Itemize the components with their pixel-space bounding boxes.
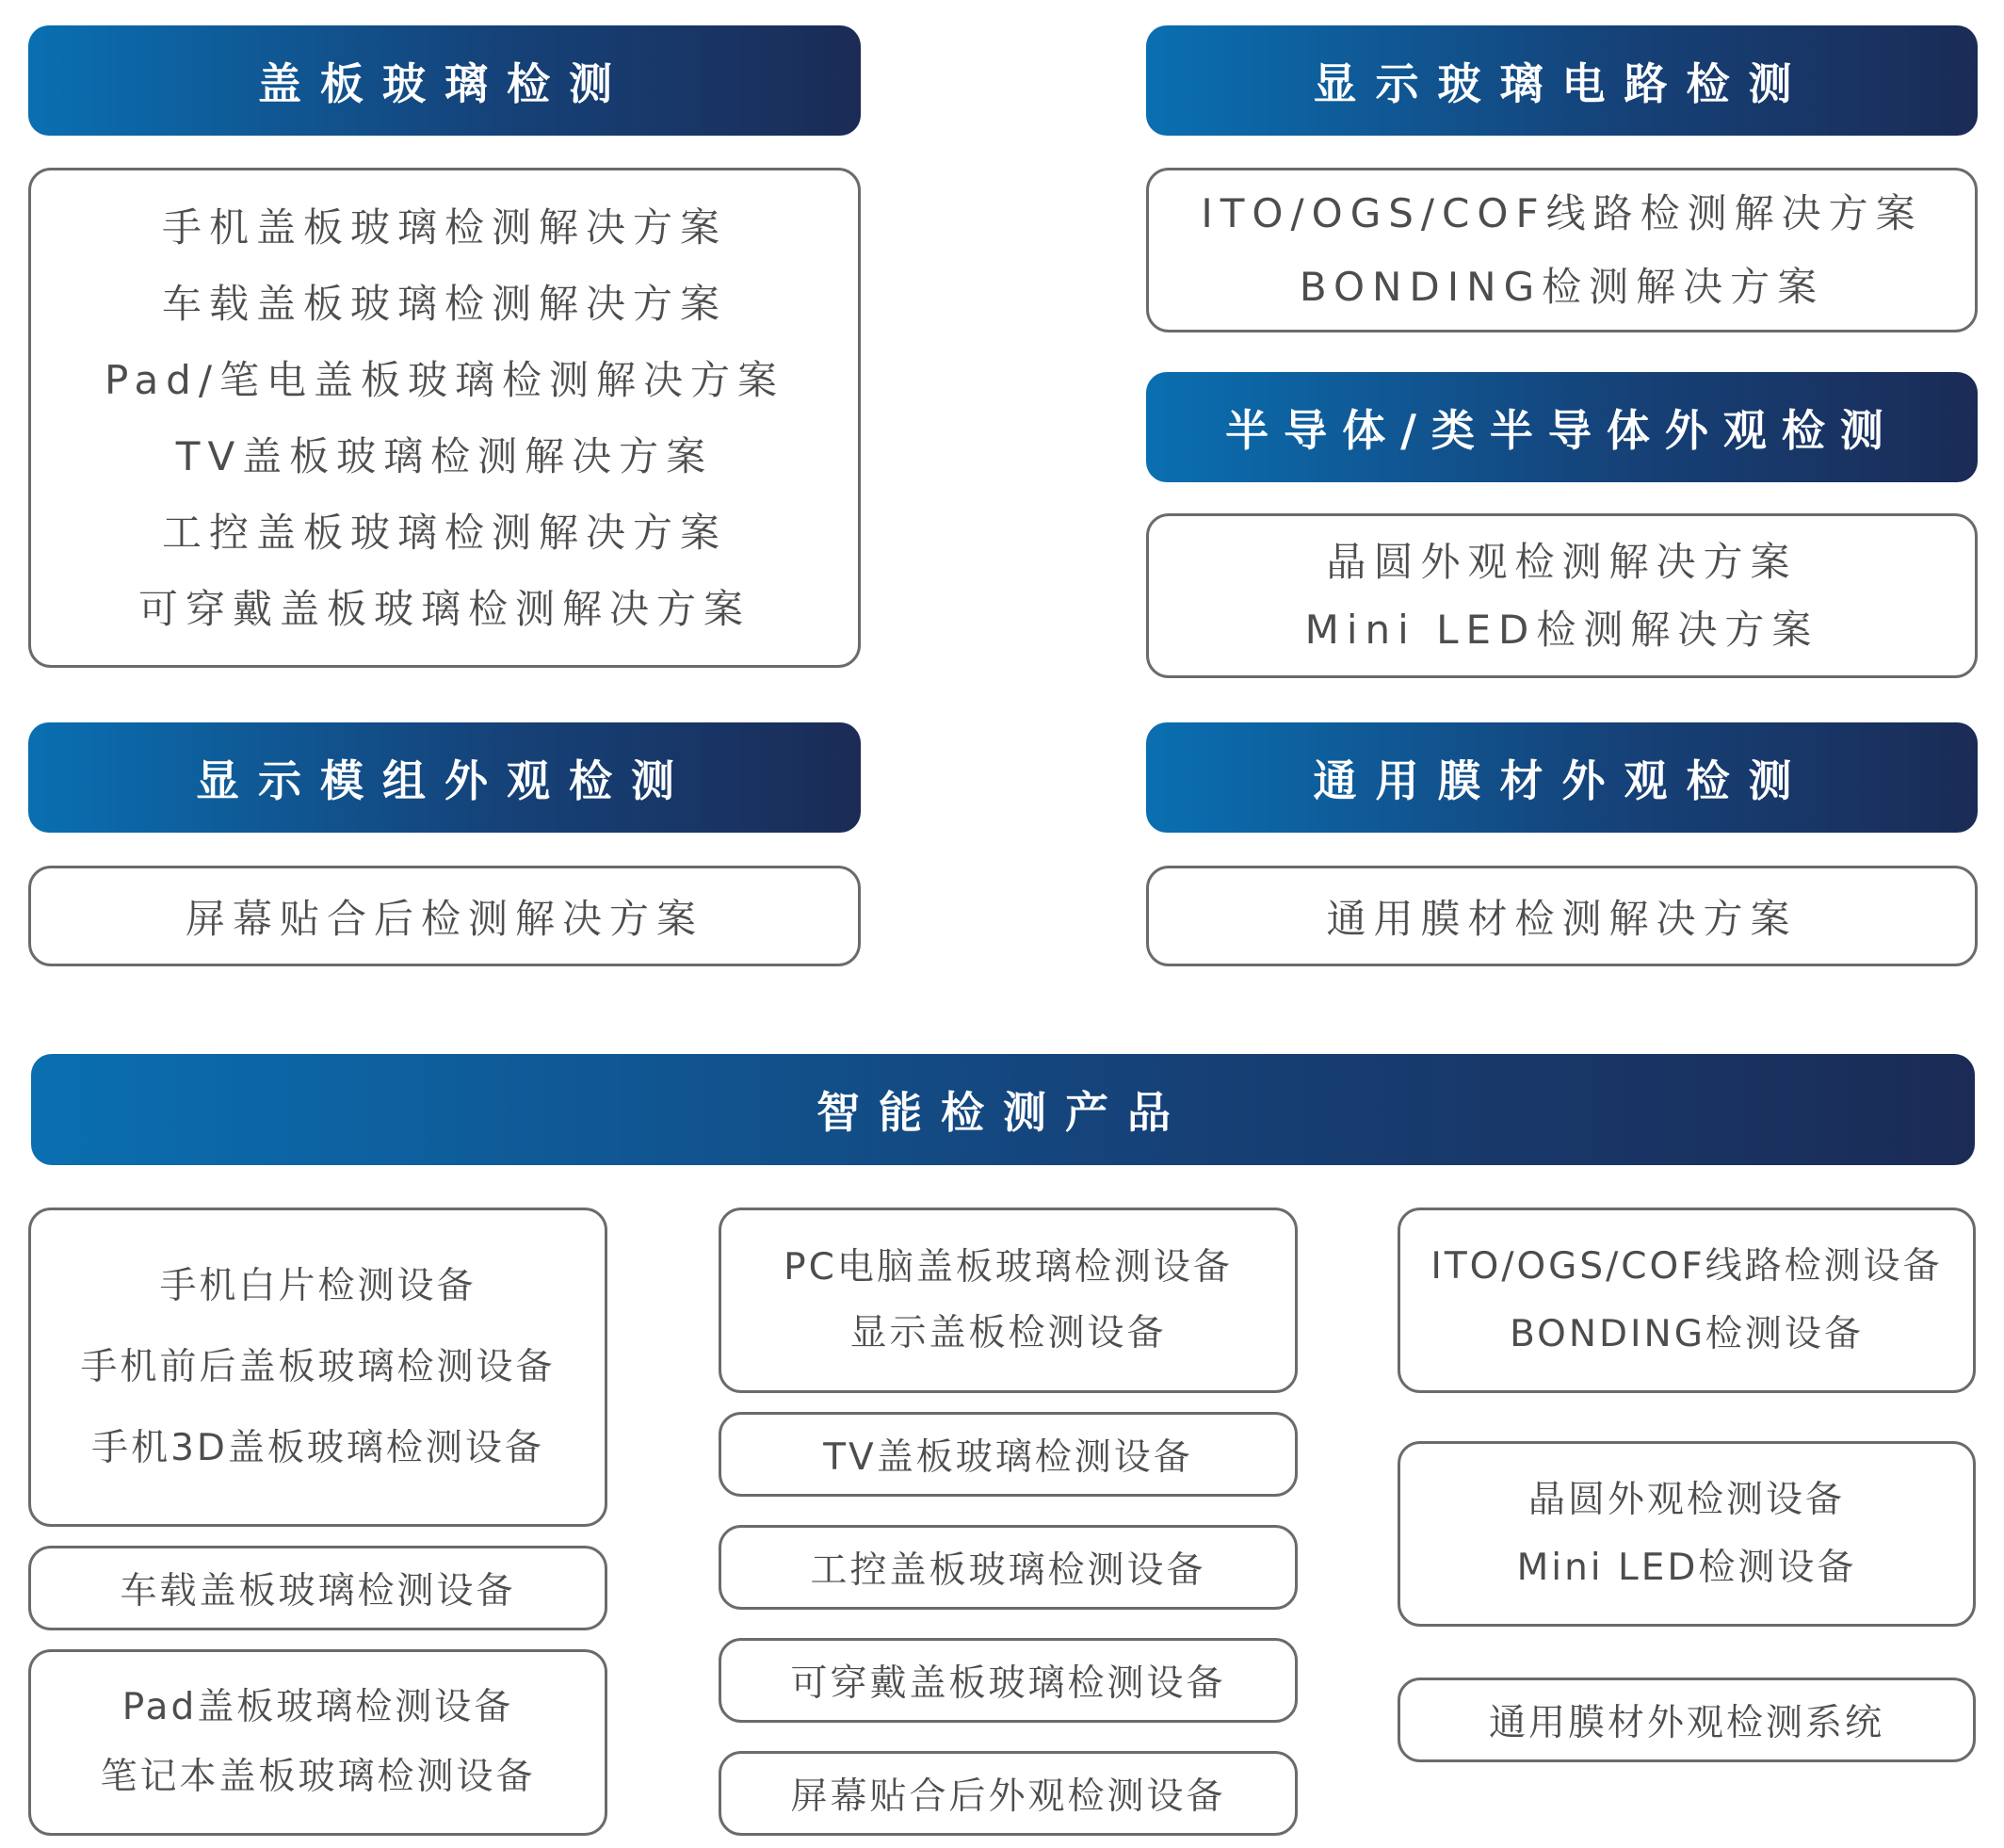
product-item: 工控盖板玻璃检测设备 bbox=[810, 1549, 1206, 1592]
solution-item: 车载盖板玻璃检测解决方案 bbox=[161, 280, 727, 327]
product-item: 晶圆外观检测设备 bbox=[1527, 1478, 1845, 1521]
product-item: 通用膜材外观检测系统 bbox=[1488, 1702, 1884, 1744]
product-item: PC电脑盖板玻璃检测设备 bbox=[784, 1245, 1233, 1289]
solution-item: 晶圆外观检测解决方案 bbox=[1326, 538, 1798, 585]
display-module-solutions-box bbox=[28, 866, 861, 966]
cover-glass-solutions-box bbox=[28, 168, 861, 668]
display-circuit-solutions-box bbox=[1146, 168, 1978, 332]
solution-item: ITO/OGS/COF线路检测解决方案 bbox=[1201, 189, 1923, 236]
display-module-header: 显示模组外观检测 bbox=[28, 722, 861, 833]
cover-glass-header: 盖板玻璃检测 bbox=[28, 25, 861, 136]
solution-item: 手机盖板玻璃检测解决方案 bbox=[161, 203, 727, 251]
solution-item: TV盖板玻璃检测解决方案 bbox=[175, 432, 714, 479]
product-item: 显示盖板检测设备 bbox=[849, 1311, 1167, 1354]
solution-item: 可穿戴盖板玻璃检测解决方案 bbox=[137, 585, 751, 632]
product-item: TV盖板玻璃检测设备 bbox=[823, 1436, 1193, 1479]
product-item: Mini LED检测设备 bbox=[1516, 1546, 1857, 1589]
solution-item: 通用膜材检测解决方案 bbox=[1326, 895, 1798, 942]
product-item: Pad盖板玻璃检测设备 bbox=[121, 1686, 514, 1728]
solution-item: 工控盖板玻璃检测解决方案 bbox=[161, 509, 727, 556]
products-header: 智能检测产品 bbox=[31, 1054, 1975, 1165]
product-item: 手机3D盖板玻璃检测设备 bbox=[91, 1426, 544, 1469]
product-box bbox=[28, 1208, 607, 1527]
product-box bbox=[28, 1546, 607, 1630]
product-item: 屏幕贴合后外观检测设备 bbox=[790, 1775, 1226, 1818]
product-box bbox=[719, 1208, 1298, 1393]
product-item: ITO/OGS/COF线路检测设备 bbox=[1430, 1244, 1943, 1288]
solution-item: BONDING检测解决方案 bbox=[1299, 263, 1825, 310]
semiconductor-solutions-box bbox=[1146, 513, 1978, 678]
product-item: 手机白片检测设备 bbox=[159, 1264, 477, 1307]
product-box bbox=[1398, 1441, 1976, 1627]
product-item: 车载盖板玻璃检测设备 bbox=[120, 1570, 516, 1613]
film-solutions-box bbox=[1146, 866, 1978, 966]
solution-item: Pad/笔电盖板玻璃检测解决方案 bbox=[105, 356, 784, 403]
product-box bbox=[719, 1525, 1298, 1610]
product-box bbox=[719, 1638, 1298, 1723]
solution-item: Mini LED检测解决方案 bbox=[1304, 606, 1819, 653]
product-box bbox=[719, 1751, 1298, 1836]
product-item: 笔记本盖板玻璃检测设备 bbox=[100, 1756, 536, 1798]
solution-item: 屏幕贴合后检测解决方案 bbox=[185, 895, 703, 942]
display-circuit-header: 显示玻璃电路检测 bbox=[1146, 25, 1978, 136]
product-box bbox=[28, 1649, 607, 1836]
product-item: 手机前后盖板玻璃检测设备 bbox=[80, 1345, 556, 1388]
product-box bbox=[719, 1412, 1298, 1497]
product-box bbox=[1398, 1678, 1976, 1762]
product-box bbox=[1398, 1208, 1976, 1393]
film-header: 通用膜材外观检测 bbox=[1146, 722, 1978, 833]
product-item: 可穿戴盖板玻璃检测设备 bbox=[790, 1662, 1226, 1705]
semiconductor-header: 半导体/类半导体外观检测 bbox=[1146, 372, 1978, 482]
product-item: BONDING检测设备 bbox=[1510, 1312, 1864, 1355]
